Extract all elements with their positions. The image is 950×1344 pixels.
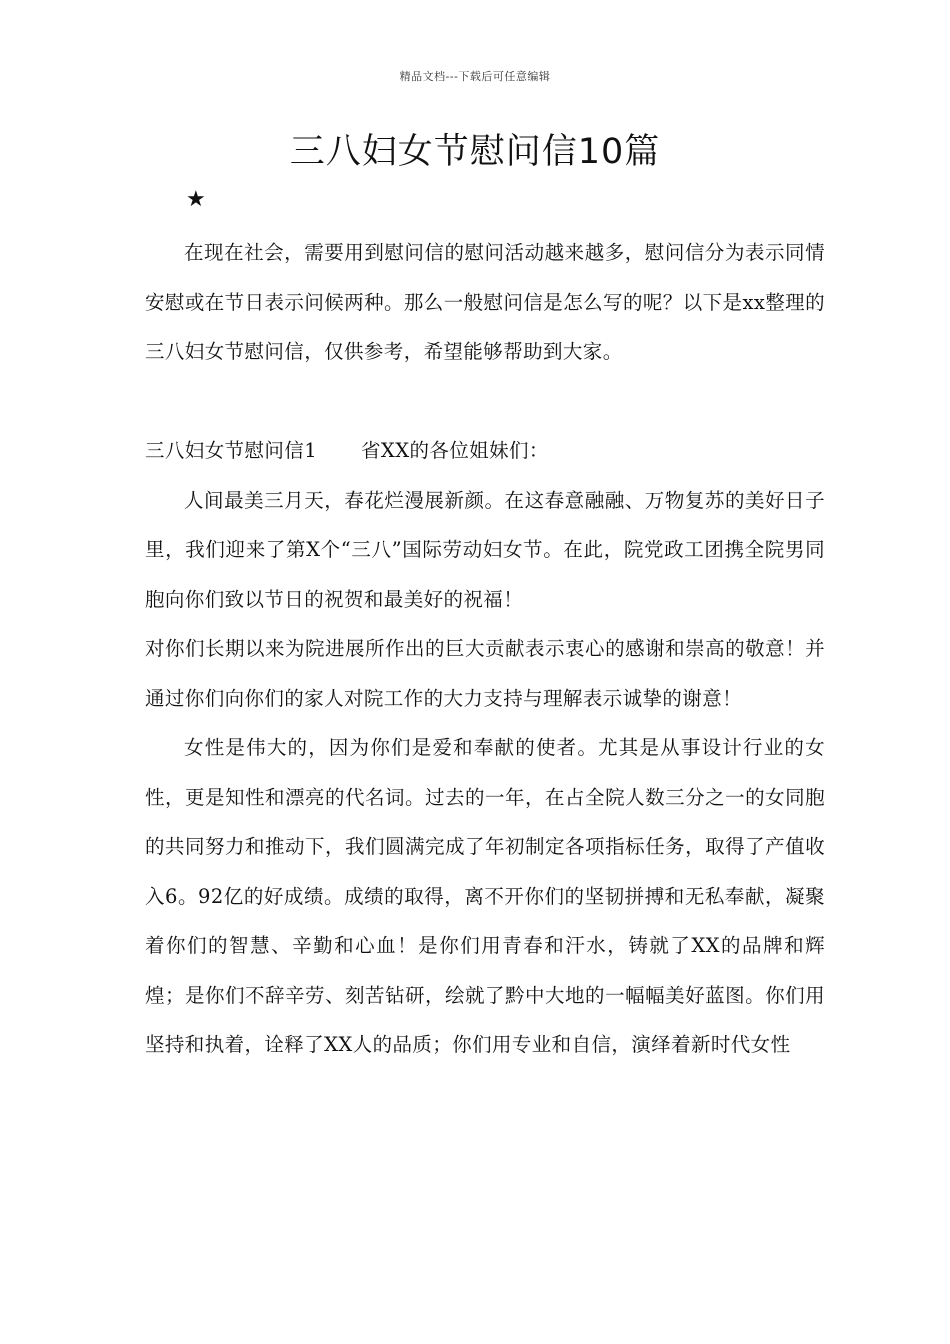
salutation: 省XX的各位姐妹们： bbox=[361, 439, 549, 462]
header-note: 精品文档---下载后可任意编辑 bbox=[399, 70, 551, 83]
letter-paragraph: 人间最美三月天，春花烂漫展新颜。在这春意融融、万物复苏的美好日子里，我们迎来了第X个“三八”国际劳动妇女节。在此，院党政工团携全院男同胞向你们致以节日的祝贺和最美好的祝福！ bbox=[145, 488, 825, 611]
star-icon: ★ bbox=[186, 187, 206, 212]
letter-paragraph: 对你们长期以来为院进展所作出的巨大贡献表示衷心的感谢和崇高的敬意！并通过你们向你们的家人对院工作的大力支持与理解表示诚挚的谢意！ bbox=[145, 637, 825, 710]
section-heading-line bbox=[145, 426, 825, 476]
section-heading: 三八妇女节慰问信1 bbox=[145, 439, 318, 462]
paragraph-gap bbox=[145, 377, 825, 427]
intro-paragraph: 在现在社会，需要用到慰问信的慰问活动越来越多，慰问信分为表示同情安慰或在节日表示问候两种。那么一般慰问信是怎么写的呢？以下是xx整理的三八妇女节慰问信，仅供参考，希望能够帮助到大家。 bbox=[145, 241, 825, 363]
document-title: 三八妇女节慰问信10篇 bbox=[289, 132, 661, 172]
document-body bbox=[145, 228, 825, 1070]
letter-paragraph: 女性是伟大的，因为你们是爱和奉献的使者。尤其是从事设计行业的女性，更是知性和漂亮的代名词。过去的一年，在占全院人数三分之一的女同胞的共同努力和推动下，我们圆满完成了年初制定各项指标任务，取得了产值收入6。92亿的好成绩。成绩的取得，离不开你们的坚韧拼搏和无私奉献，凝聚着你们的智慧、辛勤和心血！是你们用青春和汗水，铸就了XX的品牌和辉煌；是你们不辞辛劳、刻苦钻研，绘就了黔中大地的一幅幅美好蓝图。你们用坚持和执着，诠释了XX人的品质；你们用专业和自信，演绎着新时代女性 bbox=[145, 736, 825, 1056]
